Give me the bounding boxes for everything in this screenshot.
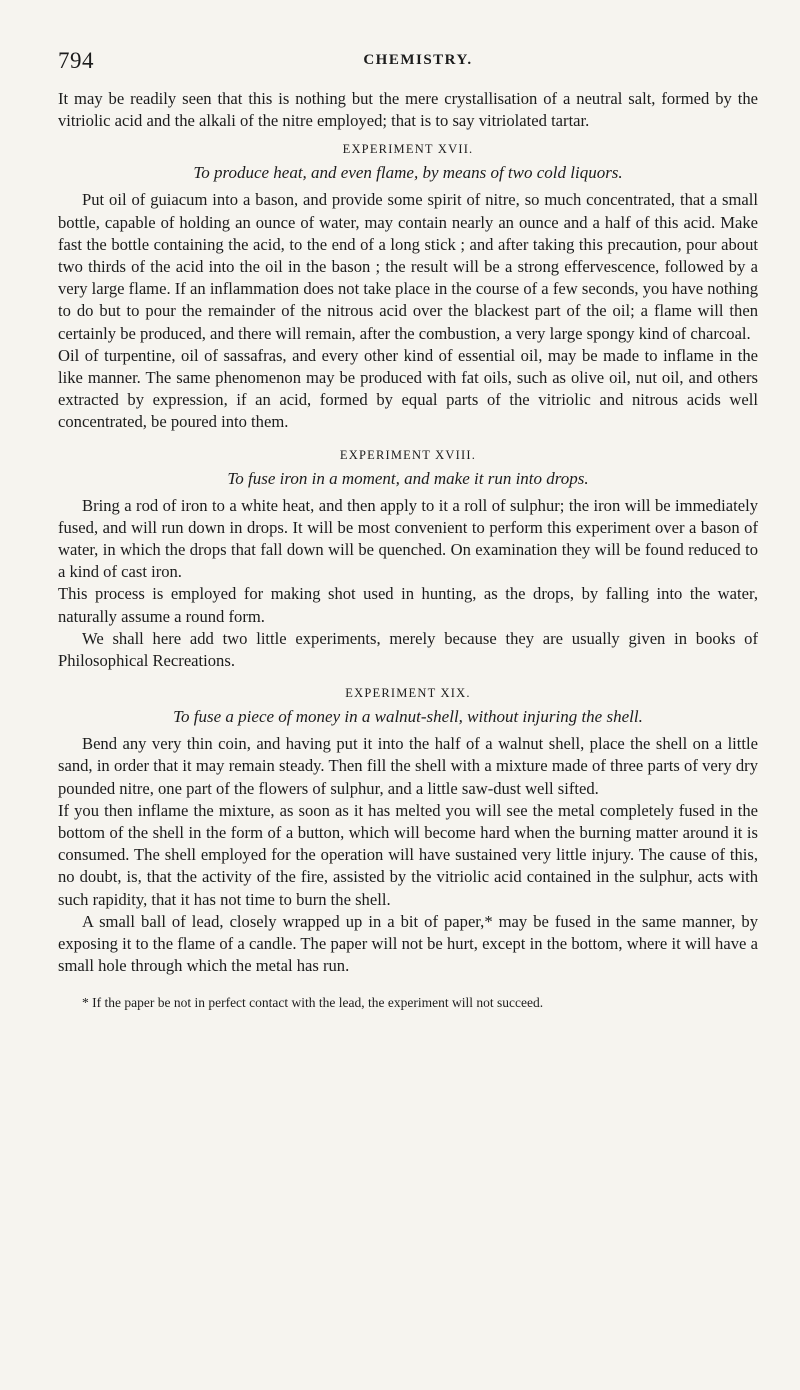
footnote: * If the paper be not in perfect contact with the lead, the experiment will not succeed. (82, 994, 544, 1010)
experiment-19-paragraph-1: Bend any very thin coin, and having put it into the half of a walnut shell, place the shell on a little sand, in order that it may remain steady. Then fill the shell with a mixture made of three parts of very dry pounded nitre, one part of the flowers of sulphur, and a little saw-dust well sifted. (58, 734, 758, 798)
experiment-17-heading: EXPERIMENT XVII. (342, 142, 474, 157)
running-head (58, 48, 758, 78)
experiment-18-paragraph-3: We shall here add two little experiments, merely because they are usually given in books of Philosophical Recreations. (58, 628, 758, 671)
experiment-19-heading: EXPERIMENT XIX. (345, 686, 471, 701)
experiment-18-paragraph-2: This process is employed for making shot used in hunting, as the drops, by falling into the water, naturally assume a round form. (58, 584, 758, 626)
experiment-18-heading: EXPERIMENT XVIII. (339, 447, 477, 462)
experiment-19-paragraph-3: A small ball of lead, closely wrapped up in a bit of paper,* may be fused in the same manner, by exposing it to the flame of a candle. The paper will not be hurt, except in the bottom, where it will have a small hole through which the metal has run. (58, 911, 758, 976)
experiment-18-paragraph-1: Bring a rod of iron to a white heat, and then apply to it a roll of sulphur; the iron will be immediately fused, and will run down in drops. It will be most convenient to perform this experiment over a bason of water, in which the drops that fall down will be quenched. On examination they will be found reduced to a kind of cast iron. (58, 495, 758, 582)
intro-paragraph: It may be readily seen that this is nothing but the mere crystallisation of a neutral salt, formed by the vitriolic acid and the alkali of the nitre employed; that is to say vitriolated tartar. (58, 89, 758, 131)
experiment-17-paragraph-2: Oil of turpentine, oil of sassafras, and every other kind of essential oil, may be made to inflame in the like manner. The same phenomenon may be produced with fat oils, such as olive oil, nut oil, and others extracted by expression, if an acid, formed by equal parts of the vitriolic and nitrous acids well concentrated, be poured into them. (58, 345, 758, 432)
book-page (58, 48, 758, 1012)
experiment-17-paragraph-1: Put oil of guiacum into a bason, and provide some spirit of nitre, so much concentrated, that a small bottle, capable of holding an ounce of water, may contain nearly an ounce and a half of this acid. Make fast the bottle containing the acid, to the end of a long stick ; and after taking this precaution, pour about two thirds of the acid into the oil in the bason ; the result will be a strong effervescence, followed by a very large flame. If an inflammation does not take place in the course of a few seconds, you have nothing to do but to pour the remainder of the nitrous acid over the blackest part of the oil; a flame will then certainly be produced, and there will remain, after the combustion, a very large spongy kind of charcoal. (58, 190, 758, 343)
experiment-19-subtitle: To fuse a piece of money in a walnut-shell, without injuring the shell. (173, 707, 643, 727)
experiment-17-subtitle: To produce heat, and even flame, by means of two cold liquors. (193, 163, 623, 183)
running-title: CHEMISTRY. (363, 52, 473, 68)
page-number: 794 (58, 48, 94, 73)
experiment-19-paragraph-2: If you then inflame the mixture, as soon as it has melted you will see the metal completely fused in the bottom of the shell in the form of a button, which will become hard when the burning matter around it is consumed. The shell employed for the operation will have sustained very little injury. The cause of this, no doubt, is, that the activity of the fire, assisted by the vitriolic acid contained in the sulphur, acts with such rapidity, that it has not time to burn the shell. (58, 800, 758, 909)
experiment-18-subtitle: To fuse iron in a moment, and make it run into drops. (227, 468, 589, 488)
